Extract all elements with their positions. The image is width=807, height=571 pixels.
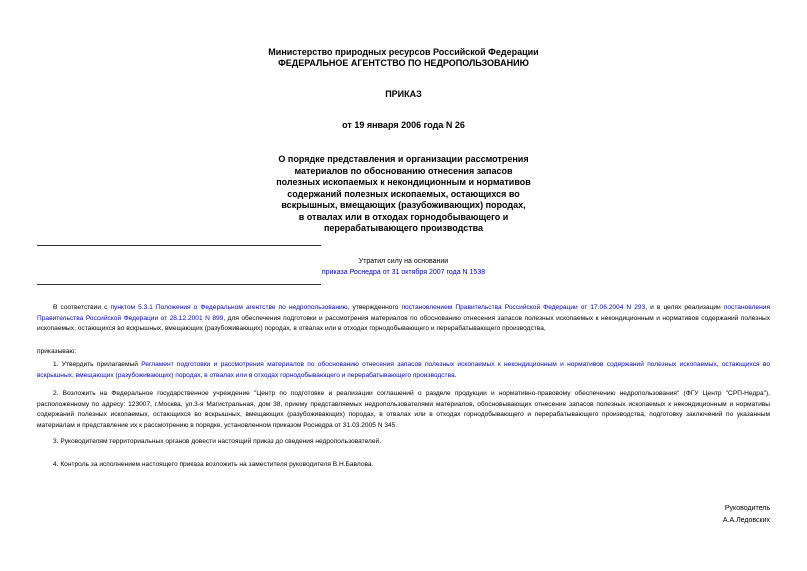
item-3: 3. Руководителям территориальных органов довести настоящий приказ до сведения недропользователей. [53, 438, 382, 445]
lost-force-note: Утратил силу на основании [358, 258, 449, 265]
decree-899-link[interactable]: постановления Правительства Российской Федерации от 28.12.2001 N 899 [37, 304, 771, 322]
decree-293-link[interactable]: постановлением Правительства Российской Федерации от 17.06.2004 N 293 [401, 304, 646, 311]
agency-name: ФЕДЕРАЛЬНОЕ АГЕНТСТВО ПО НЕДРОПОЛЬЗОВАНИЮ [278, 58, 529, 68]
title-line: содержаний полезных ископаемых, остающихся во [287, 188, 520, 199]
document-title [0, 154, 807, 235]
order-word: приказываю: [37, 348, 77, 355]
item-1: 1. Утвердить прилагаемый Регламент подготовки и рассмотрения материалов по обоснованию отнесения запасов полезных ископаемых к некондиционным и нормативов содержаний полезных ископаемых, остающихся во вскрышных, вмещающих (разубоживающих) породах, в отвалах или в отходах горнодобывающего и перерабатывающего производства. [37, 361, 770, 379]
title-line: вскрышных, вмещающих (разубоживающих) породах, [281, 200, 526, 210]
document-date-number: от 19 января 2006 года N 26 [342, 120, 465, 130]
title-line: материалов по обоснованию отнесения запасов [294, 165, 513, 176]
reglament-link[interactable]: Регламент подготовки и рассмотрения материалов по обоснованию отнесения запасов полезных ископаемых к некондиционным и нормативов содержаний полезных ископаемых, остающихся во вскрышных, вмещающих (разубоживающих) породах, в отвалах или в отходах горнодобывающего и перерабатывающего производства [37, 361, 770, 379]
document-type: ПРИКАЗ [385, 89, 422, 99]
title-line: О порядке представления и организации рассмотрения [278, 154, 529, 164]
title-line: полезных ископаемых к некондиционным и нормативов [276, 177, 531, 187]
signatory-name: А.А.Ледовских [722, 516, 770, 524]
title-line: перерабатывающего производства [323, 223, 484, 233]
signature-block [723, 503, 770, 526]
ministry-name: Министерство природных ресурсов Российской Федерации [268, 47, 539, 57]
basis-order-link[interactable]: приказа Роснедра от 31 октября 2007 года N 1538 [321, 269, 486, 276]
item-2: 2. Возложить на Федеральное государственное учреждение "Центр по подготовке и реализации соглашений о разделе продукции и нормативно-правовому обеспечению недропользования" (ФГУ Центр "СРП-Недра"), расположенному по адресу: 123007, г.Москва, ул.3-я Магистральная, дом 38, приему представляемых недропользователями материалов, обосновывающих отнесение запасов полезных ископаемых к некондиционным и нормативы содержаний полезных ископаемых, остающихся во вскрышных, вмещающих (разубоживающих) породах, в отвалах или в отходах горнодобывающего и перерабатывающего производства, подготовку заключений по указанным материалам и представление их к рассмотрению в порядке, установленном приказом Роснедра от 31.03.2005 N 345. [37, 390, 770, 429]
divider-bottom [37, 284, 321, 285]
signatory-position: Руководитель [724, 505, 770, 512]
item-4: 4. Контроль за исполнением настоящего приказа возложить на заместителя руководителя В.Н.Бавлова. [53, 461, 374, 468]
divider-top [37, 245, 321, 246]
preamble-paragraph: В соответствии с пунктом 5.3.1 Положения о Федеральном агентстве по недропользованию, утвержденного постановлением Правительства Российской Федерации от 17.06.2004 N 293, и в целях реализации постановления Правительства Российской Федерации от 28.12.2001 N 899, для обеспечения подготовки и рассмотрения материалов по обоснованию отнесения запасов полезных ископаемых к некондиционным и нормативов содержаний полезных ископаемых, остающихся во вскрышных, вмещающих (разубоживающих) породах, в отвалах или в отходах горнодобывающего и перерабатывающего производства, [37, 304, 771, 333]
regulation-link[interactable]: пунктом 5.3.1 Положения о Федеральном агентстве по недропользованию [110, 304, 348, 311]
lost-force-basis [0, 268, 807, 277]
title-line: в отвалах или в отходах горнодобывающего и [298, 211, 509, 222]
